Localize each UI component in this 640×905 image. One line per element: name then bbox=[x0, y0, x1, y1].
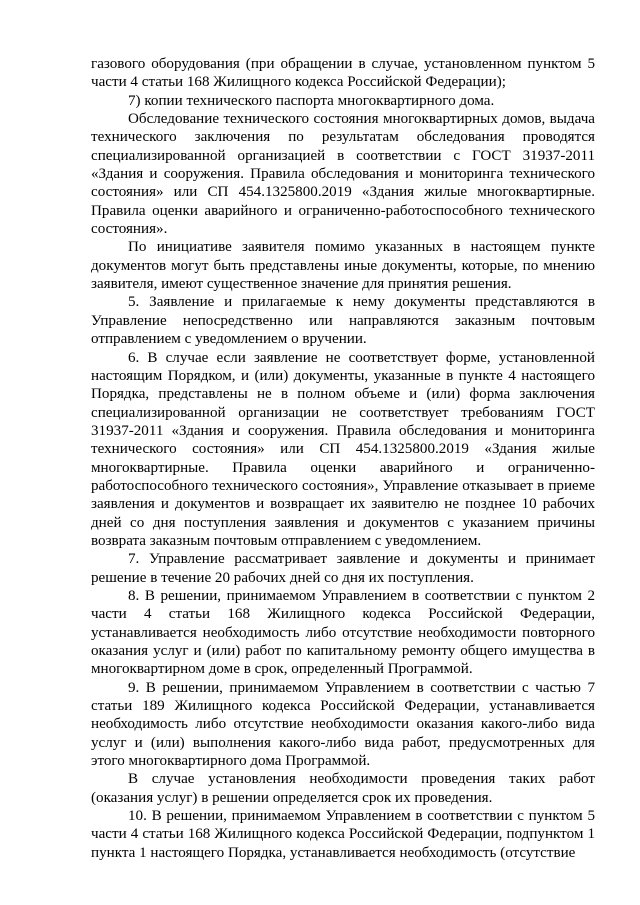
paragraph-section-8: 8. В решении, принимаемом Управлением в соответствии с пунктом 2 части 4 статьи 168 Жилищного кодекса Российской Федерации, устанавливается необходимость либо отсутствие необходимости повторного оказания услуг и (или) работ по капитальному ремонту общего имущества в многоквартирном доме в срок, определенный Программой. bbox=[91, 587, 595, 678]
document-body bbox=[91, 55, 595, 862]
paragraph-section-10: 10. В решении, принимаемом Управлением в соответствии с пунктом 5 части 4 статьи 168 Жилищного кодекса Российской Федерации, подпунктом 1 пункта 1 настоящего Порядка, устанавливается необходимость (отсутствие bbox=[91, 808, 595, 861]
paragraph-applicant-initiative: По инициативе заявителя помимо указанных в настоящем пункте документов могут быть представлены иные документы, которые, по мнению заявителя, имеют существенное значение для принятия решения. bbox=[91, 239, 595, 293]
paragraph-work-deadline: В случае установления необходимости проведения таких работ (оказания услуг) в решении определяется срок их проведения. bbox=[91, 771, 595, 806]
paragraph-gas-equipment-continuation: газового оборудования (при обращении в случае, установленном пунктом 5 части 4 статьи 168 Жилищного кодекса Российской Федерации); bbox=[91, 56, 595, 91]
paragraph-section-5: 5. Заявление и прилагаемые к нему документы представляются в Управление непосредственно или направляются заказным почтовым отправлением с уведомлением о вручении. bbox=[91, 294, 595, 348]
paragraph-section-7: 7. Управление рассматривает заявление и документы и принимает решение в течение 20 рабочих дней со дня их поступления. bbox=[91, 551, 595, 586]
paragraph-section-9: 9. В решении, принимаемом Управлением в соответствии с частью 7 статьи 189 Жилищного кодекса Российской Федерации, устанавливается необходимость либо отсутствие необходимости оказания какого-либо вида услуг и (или) выполнения какого-либо вида работ, предусмотренных для этого многоквартирного дома Программой. bbox=[91, 679, 595, 770]
paragraph-section-6: 6. В случае если заявление не соответствует форме, установленной настоящим Порядком, и (или) документы, указанные в пункте 4 настоящего Порядка, представлены не в полном объеме и (или) форма заключения специализированной организации не соответствует требованиям ГОСТ 31937-2011 «Здания и сооружения. Правила обследования и мониторинга технического состояния» или СП 454.1325800.2019 «Здания жилые многоквартирные. Правила оценки аварийного и ограниченно-работоспособного технического состояния», Управление отказывает в приеме заявления и документов и возвращает их заявителю не позднее 10 рабочих дней со дня поступления заявления и документов с указанием причины возврата заказным почтовым отправлением с уведомлением. bbox=[91, 349, 595, 549]
paragraph-inspection-requirements: Обследование технического состояния многоквартирных домов, выдача технического заключения по результатам обследования проводятся специализированной организацией в соответствии с ГОСТ 31937-2011 «Здания и сооружения. Правила обследования и мониторинга технического состояния» или СП 454.1325800.2019 «Здания жилые многоквартирные. Правила оценки аварийного и ограниченно-работоспособного технического состояния». bbox=[91, 111, 595, 238]
paragraph-item-7-technical-passport: 7) копии технического паспорта многоквартирного дома. bbox=[128, 92, 495, 109]
